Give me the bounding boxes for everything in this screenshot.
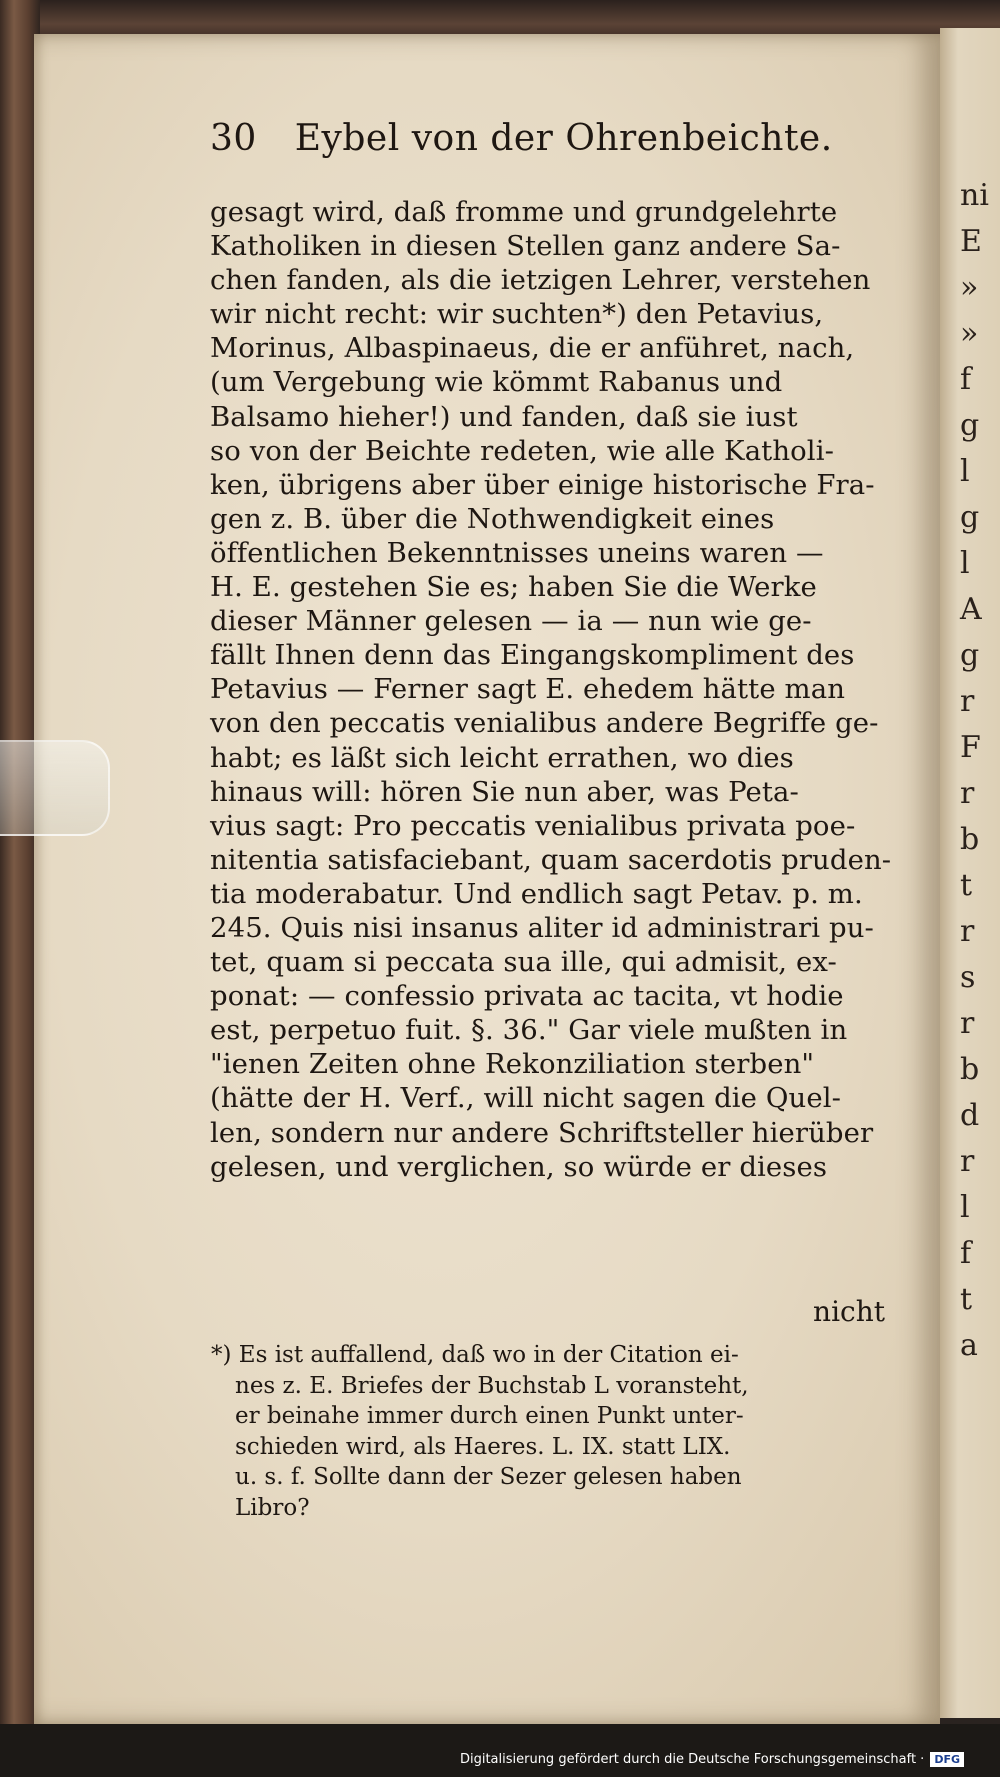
text-line: Petavius — Ferner sagt E. ehedem hätte man	[210, 673, 846, 706]
next-page-fragment: r	[960, 1006, 975, 1041]
next-page-fragment: r	[960, 684, 975, 719]
text-line: wir nicht recht: wir suchten*) den Petavius,	[210, 298, 824, 331]
page-number: 30	[210, 118, 257, 159]
text-line: est, perpetuo fuit. §. 36." Gar viele mußten in	[210, 1014, 848, 1047]
next-page-fragment: r	[960, 1144, 975, 1179]
footnote	[211, 1340, 885, 1523]
footnote-line: er beinahe immer durch einen Punkt unter-	[235, 1403, 744, 1429]
next-page-fragment: E	[960, 224, 982, 259]
next-page-fragment: l	[960, 454, 970, 489]
next-page-fragment: g	[960, 638, 980, 673]
text-line: gen z. B. über die Nothwendigkeit eines	[210, 502, 775, 535]
text-line: H. E. gestehen Sie es; haben Sie die Werke	[210, 571, 817, 604]
next-page-fragment: t	[960, 868, 973, 903]
text-line: gelesen, und verglichen, so würde er dieses	[210, 1150, 828, 1183]
next-page-edge	[940, 28, 1000, 1718]
text-line: ken, übrigens aber über einige historische Fra-	[210, 468, 875, 501]
text-line: von den peccatis venialibus andere Begriffe ge-	[210, 707, 879, 740]
text-line: chen fanden, als die ietzigen Lehrer, verstehen	[210, 264, 871, 297]
text-line: "ienen Zeiten ohne Rekonziliation sterben"	[210, 1048, 815, 1081]
next-page-fragment: d	[960, 1098, 980, 1133]
text-line: tia moderabatur. Und endlich sagt Petav. p. m.	[210, 877, 863, 910]
next-page-fragment: b	[960, 1052, 980, 1087]
bottom-strip	[0, 1724, 1000, 1777]
next-page-fragment: l	[960, 546, 970, 581]
next-page-fragment: F	[960, 730, 981, 765]
text-line: vius sagt: Pro peccatis venialibus privata poe-	[210, 809, 856, 842]
catchword: nicht	[813, 1295, 885, 1328]
text-line: nitentia satisfaciebant, quam sacerdotis pruden-	[210, 843, 892, 876]
text-line: (hätte der H. Verf., will nicht sagen die Quel-	[210, 1082, 842, 1115]
text-line: habt; es läßt sich leicht errathen, wo dies	[210, 741, 794, 774]
text-line: (um Vergebung wie kömmt Rabanus und	[210, 366, 783, 399]
text-line: len, sondern nur andere Schriftsteller hierüber	[210, 1116, 874, 1149]
text-line: 245. Quis nisi insanus aliter id administrari pu-	[210, 911, 874, 944]
book-clamp	[0, 740, 110, 836]
text-line: gesagt wird, daß fromme und grundgelehrte	[210, 196, 838, 228]
footnote-line: schieden wird, als Haeres. L. IX. statt LIX.	[235, 1433, 731, 1460]
next-page-fragment: r	[960, 776, 975, 811]
footnote-line: u. s. f. Sollte dann der Sezer gelesen haben	[235, 1464, 742, 1490]
next-page-fragment: l	[960, 1190, 970, 1225]
text-line: fällt Ihnen denn das Eingangskompliment des	[210, 639, 855, 672]
text-line: dieser Männer gelesen — ia — nun wie ge-	[210, 605, 812, 638]
next-page-fragment: a	[960, 1328, 978, 1363]
text-line: Katholiken in diesen Stellen ganz andere Sa-	[210, 230, 841, 263]
footnote-line: nes z. E. Briefes der Buchstab L voransteht,	[235, 1372, 749, 1399]
next-page-fragment: f	[960, 1236, 972, 1271]
next-page-fragment: f	[960, 362, 972, 397]
text-line: Morinus, Albaspinaeus, die er anführet, nach,	[210, 332, 855, 365]
next-page-fragment: b	[960, 822, 980, 857]
next-page-fragment: t	[960, 1282, 973, 1317]
next-page-fragment: »	[960, 316, 979, 351]
credit-text: Digitalisierung gefördert durch die Deutsche Forschungsgemeinschaft ·	[459, 1752, 925, 1767]
text-line: hinaus will: hören Sie nun aber, was Peta-	[210, 775, 799, 808]
dfg-logo: DFG	[930, 1752, 964, 1767]
next-page-fragment: s	[960, 960, 976, 995]
text-line: ponat: — confessio privata ac tacita, vt hodie	[210, 980, 844, 1013]
running-title: Eybel von der Ohrenbeichte.	[294, 118, 833, 159]
text-line: öffentlichen Bekenntnisses uneins waren —	[210, 536, 824, 569]
body-text	[210, 195, 895, 1184]
digitization-credit	[460, 1752, 964, 1767]
footnote-line: *) Es ist auffallend, daß wo in der Citation ei-	[211, 1342, 739, 1368]
text-line: so von der Beichte redeten, wie alle Katholi-	[210, 434, 834, 467]
next-page-fragment: »	[960, 270, 979, 305]
text-line: tet, quam si peccata sua ille, qui admisit, ex-	[210, 946, 837, 979]
next-page-fragment: g	[960, 408, 980, 443]
next-page-fragment: r	[960, 914, 975, 949]
next-page-fragment: g	[960, 500, 980, 535]
next-page-fragment: ni	[960, 178, 989, 213]
footnote-line: Libro?	[235, 1494, 310, 1521]
next-page-fragment: A	[960, 592, 982, 627]
running-header	[210, 118, 833, 159]
text-line: Balsamo hieher!) und fanden, daß sie iust	[210, 400, 798, 433]
